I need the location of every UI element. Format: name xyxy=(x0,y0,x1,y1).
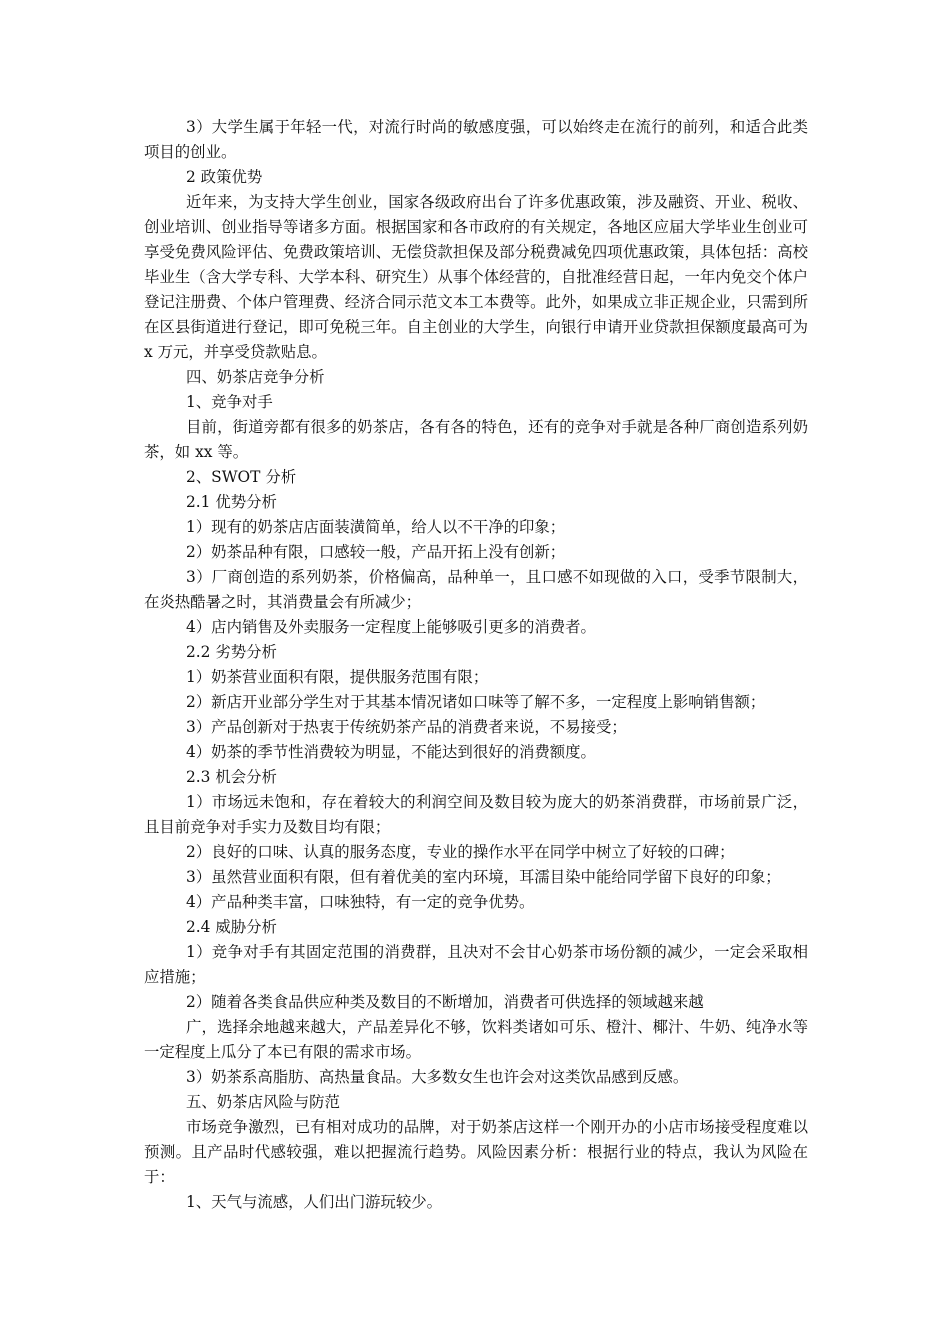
subsection-heading: 2.1 优势分析 xyxy=(186,493,277,511)
list-item: 1）市场远未饱和，存在着较大的利润空间及数目较为庞大的奶茶消费群，市场前景广泛，且目前竞争对手实力及数目均有限； xyxy=(144,793,808,836)
list-item: 4）奶茶的季节性消费较为明显，不能达到很好的消费额度。 xyxy=(186,743,596,761)
list-item: 2）奶茶品种有限，口感较一般，产品开拓上没有创新； xyxy=(186,543,566,561)
list-item-continuation: 广，选择余地越来越大，产品差异化不够，饮料类诸如可乐、橙汁、椰汁、牛奶、纯净水等一定程度上瓜分了本已有限的需求市场。 xyxy=(144,1018,808,1061)
list-item: 3）奶茶系高脂肪、高热量食品。大多数女生也许会对这类饮品感到反感。 xyxy=(186,1068,689,1086)
list-item: 2）新店开业部分学生对于其基本情况诸如口味等了解不多，一定程度上影响销售额； xyxy=(186,693,766,711)
list-item: 2）良好的口味、认真的服务态度，专业的操作水平在同学中树立了好较的口碑； xyxy=(186,843,735,861)
section-heading: 五、奶茶店风险与防范 xyxy=(186,1093,340,1111)
list-item: 3）虽然营业面积有限，但有着优美的室内环境，耳濡目染中能给同学留下良好的印象； xyxy=(186,868,781,886)
list-item: 4）店内销售及外卖服务一定程度上能够吸引更多的消费者。 xyxy=(186,618,596,636)
list-item: 1）奶茶营业面积有限，提供服务范围有限； xyxy=(186,668,489,686)
subsection-heading: 2、SWOT 分析 xyxy=(186,468,297,486)
list-item: 1、天气与流感，人们出门游玩较少。 xyxy=(186,1193,443,1211)
list-item: 4）产品种类丰富，口味独特，有一定的竞争优势。 xyxy=(186,893,535,911)
subsection-heading: 2.2 劣势分析 xyxy=(186,643,277,661)
list-item: 2）随着各类食品供应种类及数目的不断增加，消费者可供选择的领域越来越 xyxy=(186,993,704,1011)
section-heading: 2 政策优势 xyxy=(186,168,263,186)
body-paragraph: 市场竞争激烈，已有相对成功的品牌，对于奶茶店这样一个刚开办的小店市场接受程度难以预测。且产品时代感较强，难以把握流行趋势。风险因素分析：根据行业的特点，我认为风险在于： xyxy=(144,1118,808,1186)
section-heading: 四、奶茶店竞争分析 xyxy=(186,368,325,386)
subsection-heading: 1、竞争对手 xyxy=(186,393,273,411)
list-item: 3）厂商创造的系列奶茶，价格偏高，品种单一，且口感不如现做的入口，受季节限制大，在炎热酷暑之时，其消费量会有所减少； xyxy=(144,568,808,611)
body-paragraph: 近年来，为支持大学生创业，国家各级政府出台了许多优惠政策，涉及融资、开业、税收、创业培训、创业指导等诸多方面。根据国家和各市政府的有关规定，各地区应届大学毕业生创业可享受免费风险评估、免费政策培训、无偿贷款担保及部分税费减免四项优惠政策，具体包括：高校毕业生（含大学专科、大学本科、研究生）从事个体经营的，自批准经营日起，一年内免交个体户登记注册费、个体户管理费、经济合同示范文本工本费等。此外，如果成立非正规企业，只需到所在区县街道进行登记，即可免税三年。自主创业的大学生，向银行申请开业贷款担保额度最高可为 x 万元，并享受贷款贴息。 xyxy=(144,193,808,361)
list-item: 3）大学生属于年轻一代，对流行时尚的敏感度强，可以始终走在流行的前列，和适合此类项目的创业。 xyxy=(144,118,808,161)
list-item: 1）竞争对手有其固定范围的消费群，且决对不会甘心奶茶市场份额的减少，一定会采取相应措施； xyxy=(144,943,808,986)
list-item: 3）产品创新对于热衷于传统奶茶产品的消费者来说，不易接受； xyxy=(186,718,627,736)
subsection-heading: 2.4 威胁分析 xyxy=(186,918,277,936)
body-paragraph: 目前，街道旁都有很多的奶茶店，各有各的特色，还有的竞争对手就是各种厂商创造系列奶茶，如 xx 等。 xyxy=(144,418,808,461)
document-body xyxy=(144,115,808,1215)
subsection-heading: 2.3 机会分析 xyxy=(186,768,277,786)
list-item: 1）现有的奶茶店店面装潢简单，给人以不干净的印象； xyxy=(186,518,566,536)
